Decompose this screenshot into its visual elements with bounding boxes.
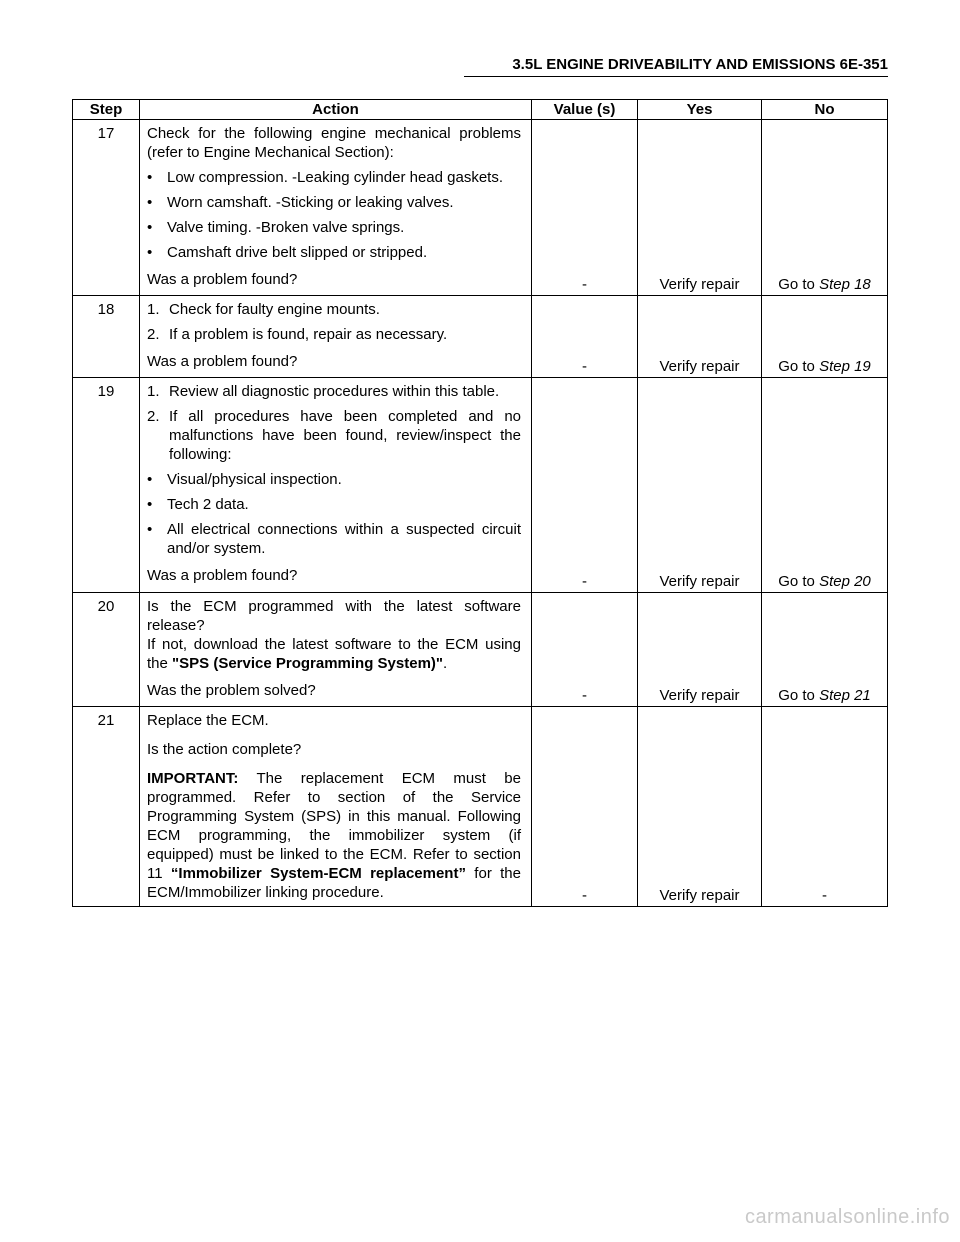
table-row [73,593,888,707]
list-item: 1. Check for faulty engine mounts. [147,301,380,318]
bullet-icon: • [147,194,153,211]
step-number: 20 [73,593,140,707]
table-row [73,707,888,907]
list-item: 1. Review all diagnostic procedures within this table. [147,383,500,400]
bullet-icon: • [147,219,153,236]
action-intro: Check for the following engine mechanical problems (refer to Engine Mechanical Section): [147,125,521,161]
list-item: • Valve timing. -Broken valve springs. [147,219,405,236]
action-question: Is the action complete? [147,741,302,758]
step-reference: Step 18 [819,276,871,293]
action-cell [140,296,532,378]
step-number: 18 [73,296,140,378]
column-header-no: No [762,100,888,120]
bullet-icon: • [147,521,153,538]
step-number: 17 [73,120,140,296]
value-cell: - [532,378,638,593]
yes-cell: Verify repair [638,378,762,593]
step-number: 19 [73,378,140,593]
step-reference: Step 20 [819,573,871,590]
list-item: • Camshaft drive belt slipped or stripped. [147,244,428,261]
no-cell: - [762,707,888,907]
action-question: Was a problem found? [147,567,298,584]
value-cell: - [532,707,638,907]
list-item: 2. If all procedures have been completed and no malfunctions have been found, review/inspect the following: [147,408,521,463]
list-item: • Low compression. -Leaking cylinder head gaskets. [147,169,504,186]
action-cell [140,707,532,907]
column-header-step: Step [73,100,140,120]
bullet-icon: • [147,496,153,513]
action-question: Was the problem solved? [147,682,316,699]
action-question: Was a problem found? [147,271,298,288]
step-reference: Step 19 [819,358,871,375]
column-header-value: Value (s) [532,100,638,120]
action-cell [140,378,532,593]
list-item: • Tech 2 data. [147,496,249,513]
list-item: • Visual/physical inspection. [147,471,342,488]
value-cell: - [532,593,638,707]
diagnostic-table [72,99,888,907]
bullet-icon: • [147,244,153,261]
step-reference: Step 21 [819,687,871,704]
column-header-action: Action [140,100,532,120]
header-rule [464,76,888,77]
list-item: 2. If a problem is found, repair as necessary. [147,326,448,343]
list-item: • Worn camshaft. -Sticking or leaking valves. [147,194,454,211]
yes-cell: Verify repair [638,120,762,296]
important-note: IMPORTANT: The replacement ECM must be programmed. Refer to section of the Service Programming System (SPS) in this manual. Following ECM programming, the immobilizer system (if equipped) must be linked to the ECM. Refer to section 11 “Immobilizer System-ECM replacement” for the ECM/Immobilizer linking procedure. [147,770,521,901]
table-row [73,120,888,296]
value-cell: - [532,296,638,378]
no-cell: Go to Step 18 [762,120,888,296]
yes-cell: Verify repair [638,707,762,907]
bullet-icon: • [147,169,153,186]
action-cell [140,120,532,296]
yes-cell: Verify repair [638,296,762,378]
table-row [73,296,888,378]
step-number: 21 [73,707,140,907]
list-item: • All electrical connections within a suspected circuit and/or system. [147,521,521,557]
column-header-yes: Yes [638,100,762,120]
yes-cell: Verify repair [638,593,762,707]
action-text: Is the ECM programmed with the latest software release? [147,598,521,634]
no-cell: Go to Step 20 [762,378,888,593]
watermark-text: carmanualsonline.info [744,1206,950,1228]
action-cell [140,593,532,707]
table-header-row [73,100,888,120]
important-label: IMPORTANT: [147,770,239,787]
action-text: If not, download the latest software to the ECM using the "SPS (Service Programming System)". [147,636,521,672]
action-text: Replace the ECM. [147,712,269,729]
page-header-title: 3.5L ENGINE DRIVEABILITY AND EMISSIONS 6E-351 [512,56,888,73]
table-row [73,378,888,593]
bullet-icon: • [147,471,153,488]
action-question: Was a problem found? [147,353,298,370]
no-cell: Go to Step 21 [762,593,888,707]
no-cell: Go to Step 19 [762,296,888,378]
value-cell: - [532,120,638,296]
